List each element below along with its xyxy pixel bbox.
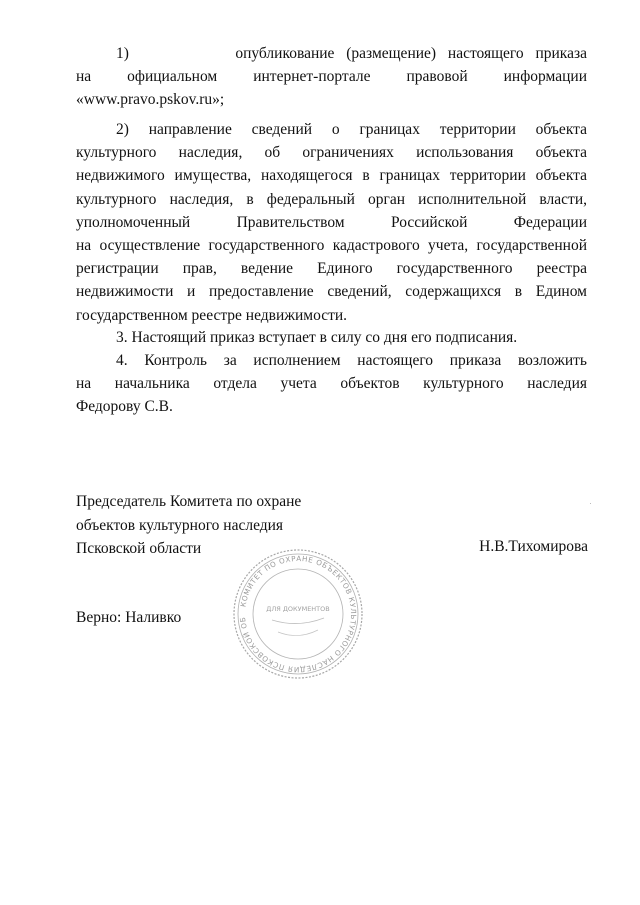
scan-speck — [590, 503, 591, 504]
clause-line: 2) направление сведений о границах территории объекта — [116, 121, 587, 138]
clause-line: Федорову С.В. — [76, 398, 173, 416]
clause-2 — [76, 118, 587, 327]
clause-line: 1) опубликование (размещение) настоящего приказа — [116, 45, 587, 62]
clause-1 — [76, 42, 587, 112]
clause-line: на официальном интернет-портале правовой информации — [76, 68, 587, 86]
signatory-name: Н.В.Тихомирова — [479, 538, 588, 555]
clause-line: «www.pravo.pskov.ru»; — [76, 91, 225, 109]
seal-inner-text: ДЛЯ ДОКУМЕНТОВ — [266, 605, 330, 613]
signatory-title-line: Председатель Комитета по охране — [76, 493, 302, 510]
clause-line: культурного наследия, об ограничениях использования объекта — [76, 144, 587, 162]
seal-outer-text: КОМИТЕТ ПО ОХРАНЕ ОБЪЕКТОВ КУЛЬТУРНОГО НАСЛЕДИЯ ПСКОВСКОЙ ОБ — [238, 553, 359, 675]
signatory-title-line: объектов культурного наследия — [76, 516, 284, 534]
clause-line: 4. Контроль за исполнением настоящего приказа возложить — [116, 352, 587, 369]
clause-line: на осуществление государственного кадастрового учета, государственной — [76, 236, 587, 254]
official-seal — [232, 548, 364, 680]
seal-graphic — [232, 548, 364, 680]
clause-line: государственном реестре недвижимости. — [76, 306, 348, 324]
clause-line: регистрации прав, ведение Единого государственного реестра — [76, 260, 587, 278]
signatory-title-line: Псковской области — [76, 540, 202, 558]
clause-line: недвижимости и предоставление сведений, содержащихся в Едином — [76, 283, 587, 301]
clause-3 — [76, 326, 587, 349]
clause-line: на начальника отдела учета объектов культурного наследия — [76, 375, 587, 393]
copy-certification: Верно: Наливко — [76, 609, 182, 626]
clause-line: недвижимого имущества, находящегося в границах территории объекта — [76, 167, 587, 185]
clause-line: уполномоченный Правительством Российской Федерации — [76, 213, 587, 231]
clause-line: 3. Настоящий приказ вступает в силу со дня его подписания. — [116, 329, 518, 346]
clause-line: культурного наследия, в федеральный орган исполнительной власти, — [76, 190, 587, 208]
clause-4 — [76, 349, 587, 419]
